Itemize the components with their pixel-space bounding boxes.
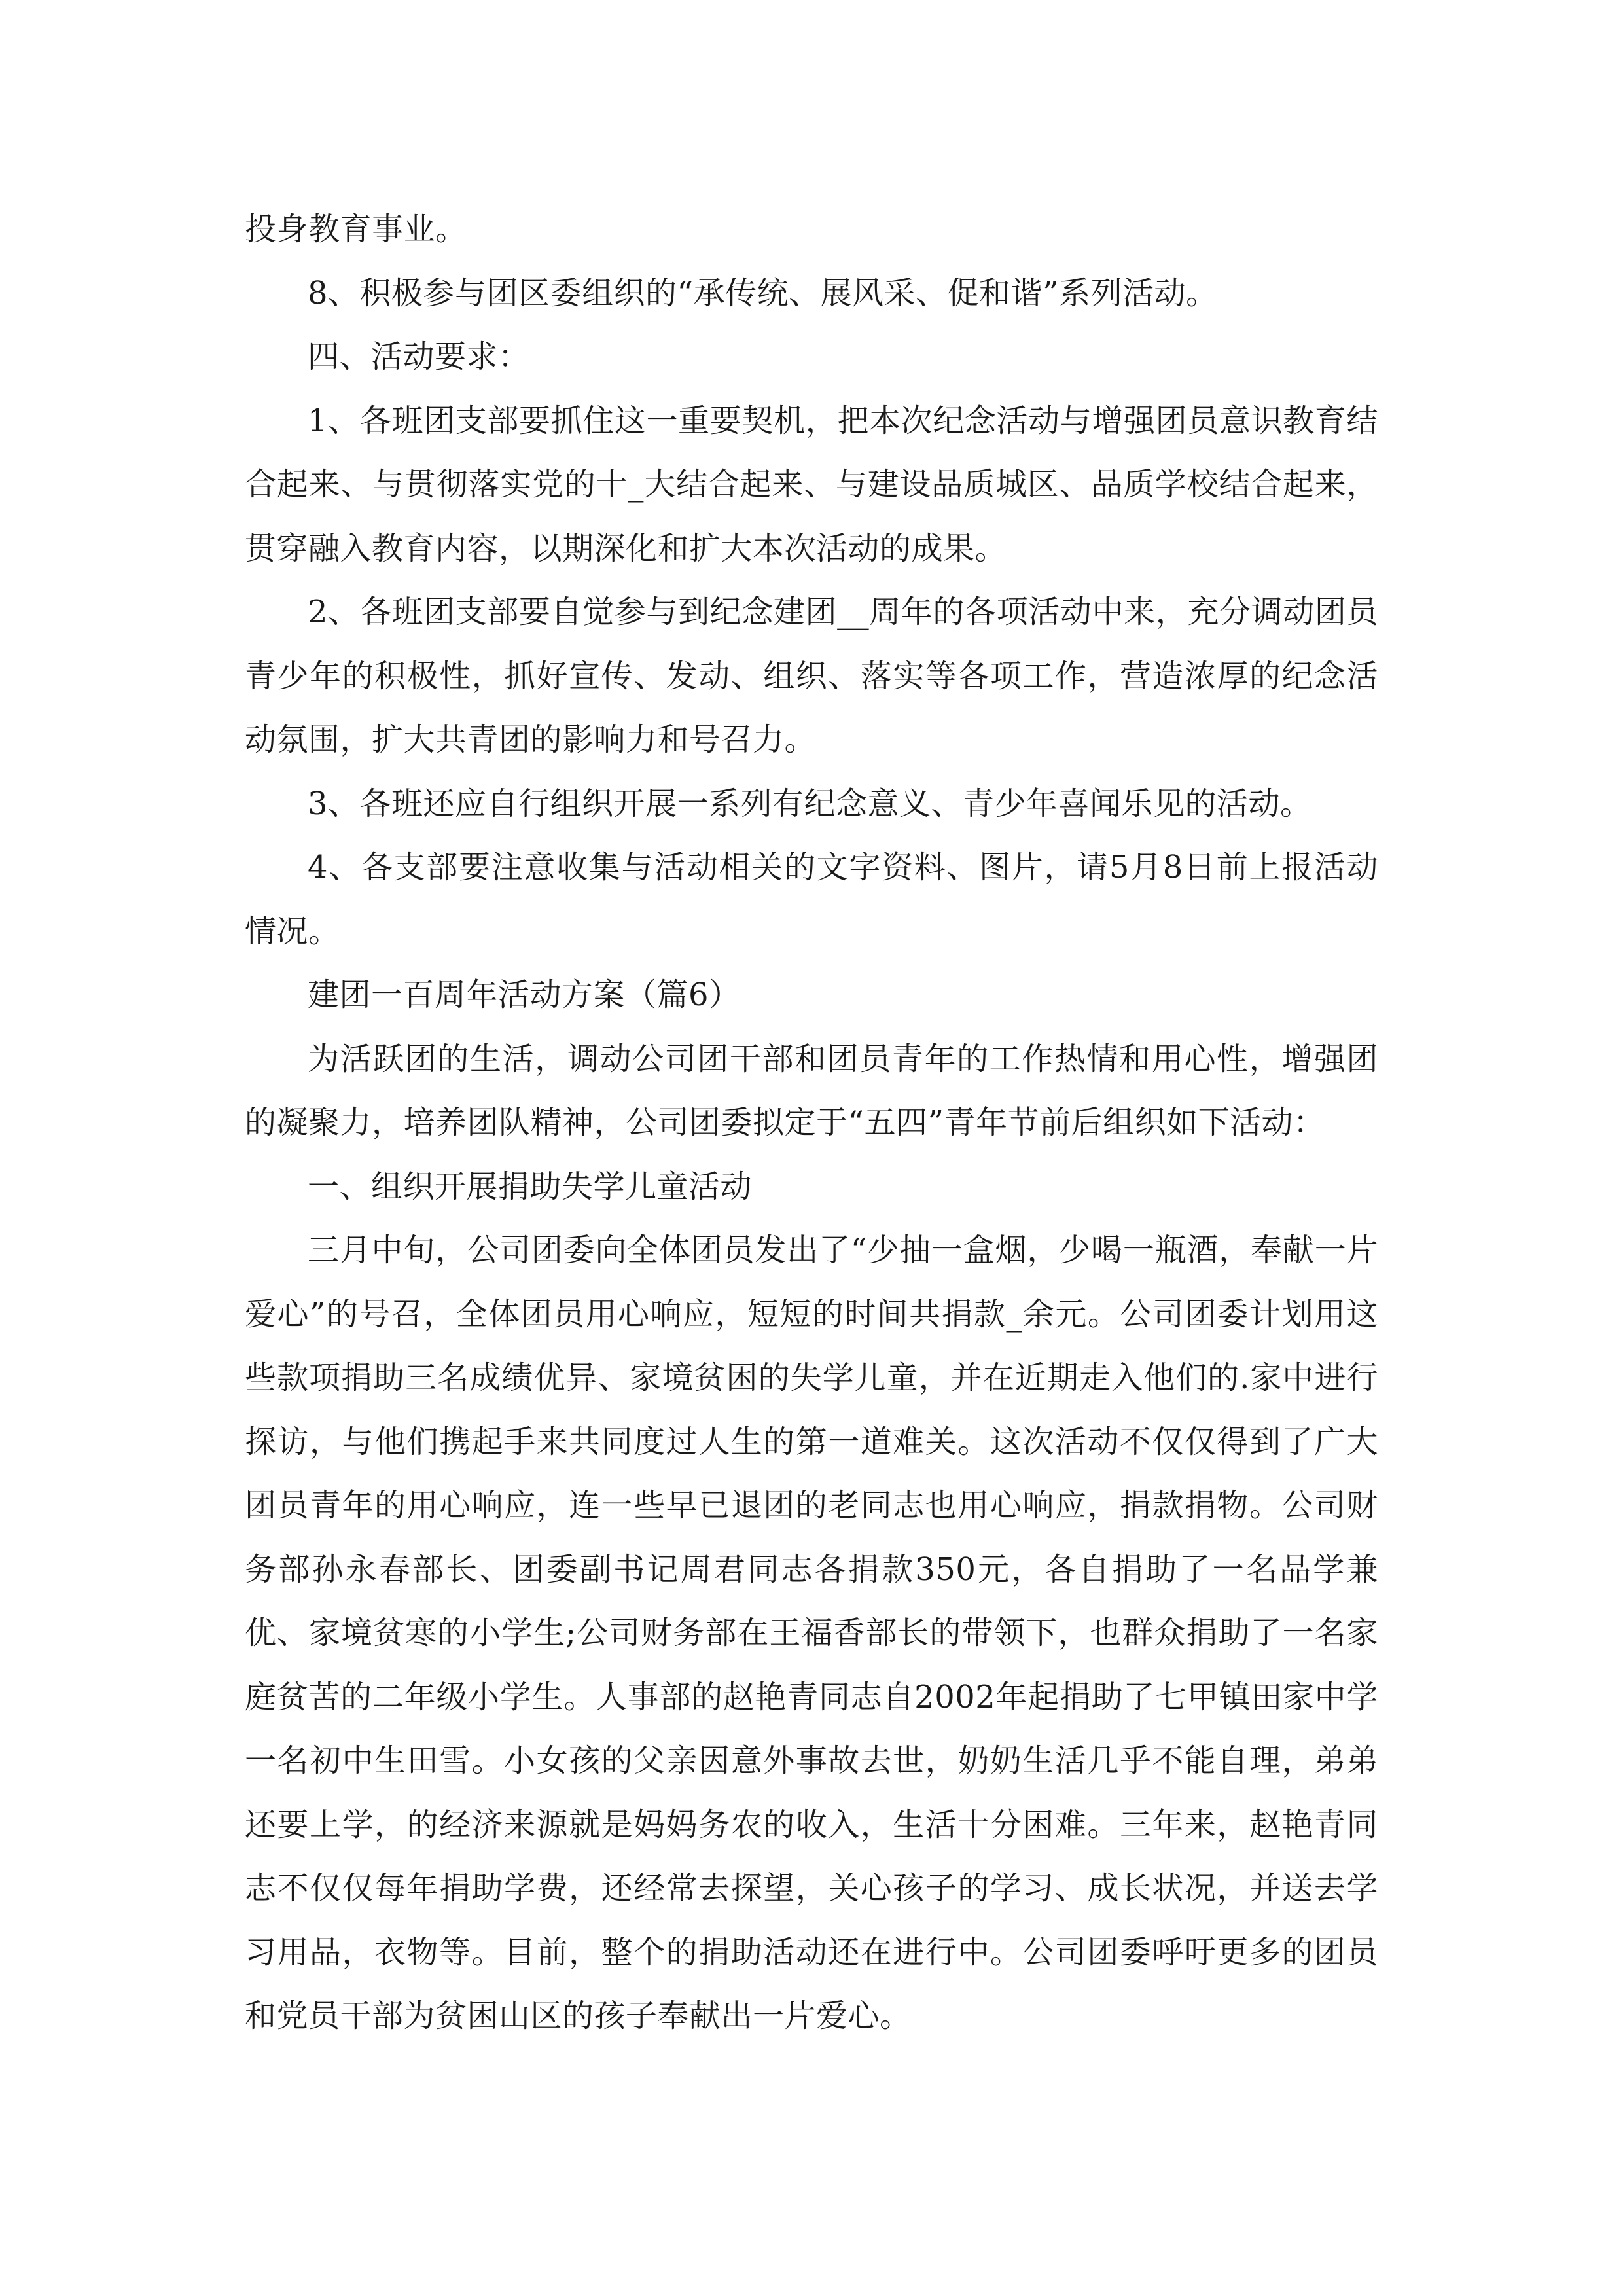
paragraph-requirement-2: 2、各班团支部要自觉参与到纪念建团__周年的各项活动中来，充分调动团员青少年的积极性，抓好宣传、发动、组织、落实等各项工作，营造浓厚的纪念活动氛围，扩大共青团的影响力和号召力。	[245, 594, 1378, 758]
paragraph-requirement-4: 4、各支部要注意收集与活动相关的文字资料、图片，请5月8日前上报活动情况。	[245, 849, 1378, 950]
paragraph-donation-details: 三月中旬，公司团委向全体团员发出了“少抽一盒烟，少喝一瓶酒，奉献一片爱心”的号召，全体团员用心响应，短短的时间共捐款_余元。公司团委计划用这些款项捐助三名成绩优异、家境贫困的失学儿童，并在近期走入他们的.家中进行探访，与他们携起手来共同度过人生的第一道难关。这次活动不仅仅得到了广大团员青年的用心响应，连一些早已退团的老同志也用心响应，捐款捐物。公司财务部孙永春部长、团委副书记周君同志各捐款350元，各自捐助了一名品学兼优、家境贫寒的小学生;公司财务部在王福香部长的带领下，也群众捐助了一名家庭贫苦的二年级小学生。人事部的赵艳青同志自2002年起捐助了七甲镇田家中学一名初中生田雪。小女孩的父亲因意外事故去世，奶奶生活几乎不能自理，弟弟还要上学，的经济来源就是妈妈务农的收入，生活十分困难。三年来，赵艳青同志不仅仅每年捐助学费，还经常去探望，关心孩子的学习、成长状况，并送去学习用品，衣物等。目前，整个的捐助活动还在进行中。公司团委呼吁更多的团员和党员干部为贫困山区的孩子奉献出一片爱心。	[245, 1232, 1378, 2034]
paragraph-requirement-1: 1、各班团支部要抓住这一重要契机，把本次纪念活动与增强团员意识教育结合起来、与贯彻落实党的十_大结合起来、与建设品质城区、品质学校结合起来，贯穿融入教育内容，以期深化和扩大本次活动的成果。	[245, 402, 1378, 567]
paragraph-2: 8、积极参与团区委组织的“承传统、展风采、促和谐”系列活动。	[308, 274, 1218, 312]
section-heading-requirements: 四、活动要求：	[308, 338, 530, 375]
section-heading-donation: 一、组织开展捐助失学儿童活动	[308, 1168, 753, 1205]
paragraph-1: 投身教育事业。	[245, 211, 467, 247]
paragraph-requirement-3: 3、各班还应自行组织开展一系列有纪念意义、青少年喜闻乐见的活动。	[308, 785, 1312, 822]
document-body	[245, 198, 1378, 2049]
paragraph-intro: 为活跃团的生活，调动公司团干部和团员青年的工作热情和用心性，增强团的凝聚力，培养团队精神，公司团委拟定于“五四”青年节前后组织如下活动：	[245, 1040, 1378, 1141]
plan-title: 建团一百周年活动方案（篇6）	[308, 977, 741, 1013]
